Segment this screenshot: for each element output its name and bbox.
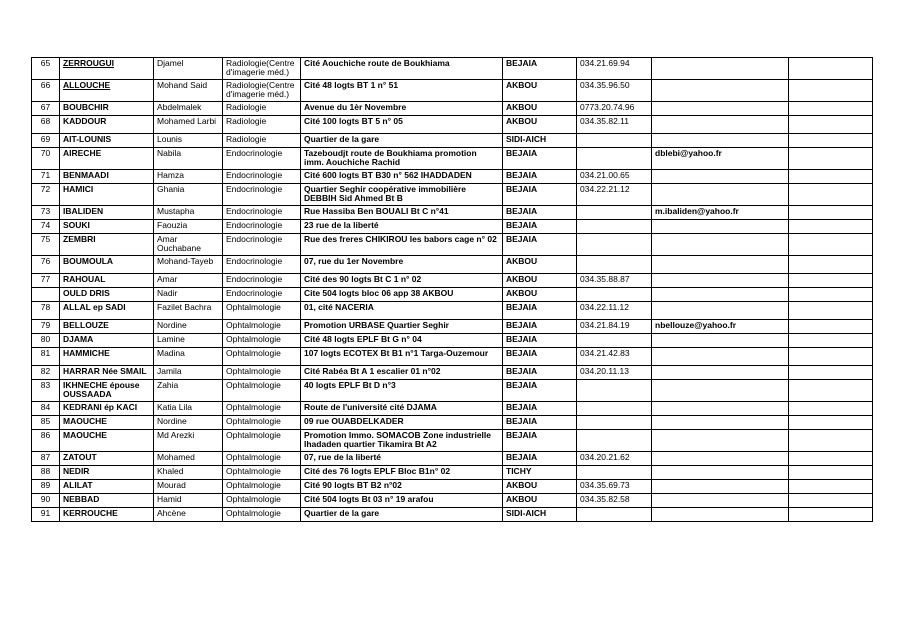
email-cell	[652, 348, 789, 366]
first-name-cell: Abdelmalek	[154, 102, 223, 116]
last-name-cell: BELLOUZE	[60, 320, 154, 334]
row-number-cell: 80	[32, 334, 60, 348]
notes-cell	[789, 220, 873, 234]
specialty-cell: Endocrinologie	[223, 220, 301, 234]
phone-cell: 034.35.82.58	[577, 494, 652, 508]
last-name-cell: BOUMOULA	[60, 256, 154, 274]
phone-cell: 034.21.42.83	[577, 348, 652, 366]
table-row	[32, 480, 873, 494]
phone-cell	[577, 134, 652, 148]
city-cell: BEJAIA	[503, 234, 577, 256]
specialty-cell: Endocrinologie	[223, 170, 301, 184]
notes-cell	[789, 288, 873, 302]
notes-cell	[789, 80, 873, 102]
first-name-cell: Zahia	[154, 380, 223, 402]
table-row	[32, 430, 873, 452]
row-number-cell: 65	[32, 58, 60, 80]
notes-cell	[789, 148, 873, 170]
table-row	[32, 184, 873, 206]
specialty-cell: Endocrinologie	[223, 206, 301, 220]
city-cell: BEJAIA	[503, 380, 577, 402]
city-cell: AKBOU	[503, 494, 577, 508]
address-cell: Promotion URBASE Quartier Seghir	[301, 320, 503, 334]
row-number-cell: 89	[32, 480, 60, 494]
last-name-cell: IKHNECHE épouse OUSSAADA	[60, 380, 154, 402]
city-cell: BEJAIA	[503, 206, 577, 220]
city-cell: BEJAIA	[503, 416, 577, 430]
phone-cell: 034.22.11.12	[577, 302, 652, 320]
city-cell: SIDI-AICH	[503, 134, 577, 148]
phone-cell	[577, 234, 652, 256]
notes-cell	[789, 134, 873, 148]
phone-cell: 034.22.21.12	[577, 184, 652, 206]
row-number-cell: 79	[32, 320, 60, 334]
specialty-cell: Ophtalmologie	[223, 302, 301, 320]
table-row	[32, 380, 873, 402]
first-name-cell: Nabila	[154, 148, 223, 170]
city-cell: BEJAIA	[503, 348, 577, 366]
last-name-cell: NEBBAD	[60, 494, 154, 508]
email-cell[interactable]: nbellouze@yahoo.fr	[652, 320, 789, 334]
last-name-cell: KADDOUR	[60, 116, 154, 134]
address-cell: 09 rue OUABDELKADER	[301, 416, 503, 430]
last-name-text: ZERROUGUI	[63, 58, 114, 68]
city-cell: BEJAIA	[503, 402, 577, 416]
row-number-cell: 86	[32, 430, 60, 452]
email-cell	[652, 302, 789, 320]
notes-cell	[789, 170, 873, 184]
email-cell	[652, 508, 789, 522]
notes-cell	[789, 320, 873, 334]
address-cell: Route de l'université cité DJAMA	[301, 402, 503, 416]
table-row	[32, 320, 873, 334]
address-cell: Cité des 90 logts Bt C 1 n° 02	[301, 274, 503, 288]
phone-cell	[577, 380, 652, 402]
last-name-cell: ALILAT	[60, 480, 154, 494]
row-number-cell: 69	[32, 134, 60, 148]
email-cell[interactable]: m.ibaliden@yahoo.fr	[652, 206, 789, 220]
email-cell	[652, 366, 789, 380]
city-cell: SIDI-AICH	[503, 508, 577, 522]
last-name-cell: OULD DRIS	[60, 288, 154, 302]
table-row	[32, 234, 873, 256]
city-cell: AKBOU	[503, 480, 577, 494]
phone-cell	[577, 220, 652, 234]
first-name-cell: Mohand Said	[154, 80, 223, 102]
first-name-cell: Amar	[154, 274, 223, 288]
first-name-cell: Jamila	[154, 366, 223, 380]
last-name-text: ALLOUCHE	[63, 80, 111, 90]
specialty-cell: Ophtalmologie	[223, 366, 301, 380]
address-cell: Rue Hassiba Ben BOUALI Bt C n°41	[301, 206, 503, 220]
phone-cell: 034.35.82.11	[577, 116, 652, 134]
row-number-cell: 88	[32, 466, 60, 480]
email-cell	[652, 134, 789, 148]
address-cell: Avenue du 1èr Novembre	[301, 102, 503, 116]
email-cell[interactable]: dblebi@yahoo.fr	[652, 148, 789, 170]
row-number-cell: 91	[32, 508, 60, 522]
table-row	[32, 494, 873, 508]
email-cell	[652, 220, 789, 234]
address-cell: Rue des freres CHIKIROU les babors cage n° 02	[301, 234, 503, 256]
notes-cell	[789, 416, 873, 430]
table-row	[32, 416, 873, 430]
first-name-cell: Lamine	[154, 334, 223, 348]
row-number-cell: 67	[32, 102, 60, 116]
first-name-cell: Hamid	[154, 494, 223, 508]
address-cell: 40 logts EPLF Bt D n°3	[301, 380, 503, 402]
last-name-cell: SOUKI	[60, 220, 154, 234]
last-name-cell: MAOUCHE	[60, 416, 154, 430]
last-name-cell: IBALIDEN	[60, 206, 154, 220]
phone-cell	[577, 416, 652, 430]
city-cell: BEJAIA	[503, 452, 577, 466]
last-name-cell: MAOUCHE	[60, 430, 154, 452]
address-cell: Cité 504 logts Bt 03 n° 19 arafou	[301, 494, 503, 508]
last-name-cell: HAMMICHE	[60, 348, 154, 366]
row-number-cell: 73	[32, 206, 60, 220]
city-cell: BEJAIA	[503, 366, 577, 380]
last-name-cell: RAHOUAL	[60, 274, 154, 288]
city-cell: BEJAIA	[503, 220, 577, 234]
specialty-cell: Radiologie	[223, 116, 301, 134]
specialty-cell: Radiologie	[223, 102, 301, 116]
last-name-cell: ZEMBRI	[60, 234, 154, 256]
address-cell: Cité 90 logts BT B2 n°02	[301, 480, 503, 494]
email-cell	[652, 466, 789, 480]
address-cell: 01, cité NACERIA	[301, 302, 503, 320]
row-number-cell: 82	[32, 366, 60, 380]
phone-cell: 034.21.69.94	[577, 58, 652, 80]
email-cell	[652, 170, 789, 184]
phone-cell: 0773.20.74.96	[577, 102, 652, 116]
specialty-cell: Endocrinologie	[223, 288, 301, 302]
last-name-cell	[60, 80, 154, 102]
city-cell: AKBOU	[503, 274, 577, 288]
city-cell: BEJAIA	[503, 170, 577, 184]
specialty-cell: Ophtalmologie	[223, 466, 301, 480]
first-name-cell: Lounis	[154, 134, 223, 148]
address-cell: Cité 100 logts BT 5 n° 05	[301, 116, 503, 134]
address-cell: 07, rue du 1er Novembre	[301, 256, 503, 274]
notes-cell	[789, 274, 873, 288]
first-name-cell: Hamza	[154, 170, 223, 184]
row-number-cell: 76	[32, 256, 60, 274]
notes-cell	[789, 102, 873, 116]
email-cell	[652, 58, 789, 80]
phone-cell: 034.21.00.65	[577, 170, 652, 184]
table-body	[32, 58, 873, 522]
first-name-cell: Faouzia	[154, 220, 223, 234]
city-cell: AKBOU	[503, 116, 577, 134]
city-cell: BEJAIA	[503, 148, 577, 170]
address-cell: Quartier de la gare	[301, 134, 503, 148]
city-cell: BEJAIA	[503, 58, 577, 80]
city-cell: BEJAIA	[503, 320, 577, 334]
first-name-cell: Nordine	[154, 320, 223, 334]
notes-cell	[789, 302, 873, 320]
first-name-cell: Mourad	[154, 480, 223, 494]
row-number-cell: 84	[32, 402, 60, 416]
city-cell: BEJAIA	[503, 334, 577, 348]
last-name-cell: AIT-LOUNIS	[60, 134, 154, 148]
notes-cell	[789, 206, 873, 220]
last-name-cell: DJAMA	[60, 334, 154, 348]
table-row	[32, 366, 873, 380]
last-name-cell: HARRAR Née SMAIL	[60, 366, 154, 380]
specialty-cell: Ophtalmologie	[223, 320, 301, 334]
table-row	[32, 402, 873, 416]
notes-cell	[789, 234, 873, 256]
address-cell: 23 rue de la liberté	[301, 220, 503, 234]
address-cell: Cité 600 logts BT B30 n° 562 IHADDADEN	[301, 170, 503, 184]
last-name-cell: BOUBCHIR	[60, 102, 154, 116]
address-cell: 07, rue de la liberté	[301, 452, 503, 466]
table-row	[32, 466, 873, 480]
row-number-cell: 72	[32, 184, 60, 206]
last-name-cell: AIRECHE	[60, 148, 154, 170]
address-cell: Cité Rabéa Bt A 1 escalier 01 n°02	[301, 366, 503, 380]
first-name-cell: Madina	[154, 348, 223, 366]
email-cell	[652, 274, 789, 288]
phone-cell	[577, 334, 652, 348]
table-row	[32, 220, 873, 234]
first-name-cell: Katia Lila	[154, 402, 223, 416]
email-cell	[652, 334, 789, 348]
specialty-cell: Ophtalmologie	[223, 430, 301, 452]
specialty-cell: Ophtalmologie	[223, 402, 301, 416]
table-row	[32, 452, 873, 466]
row-number-cell: 90	[32, 494, 60, 508]
address-cell: Promotion Immo. SOMACOB Zone industrielle Ihadaden quartier Tikamira Bt A2	[301, 430, 503, 452]
email-cell	[652, 480, 789, 494]
last-name-cell: ZATOUT	[60, 452, 154, 466]
city-cell: AKBOU	[503, 288, 577, 302]
specialty-cell: Ophtalmologie	[223, 334, 301, 348]
email-cell	[652, 184, 789, 206]
first-name-cell: Nadir	[154, 288, 223, 302]
notes-cell	[789, 452, 873, 466]
email-cell	[652, 102, 789, 116]
email-cell	[652, 402, 789, 416]
physician-directory-table	[31, 57, 873, 522]
row-number-cell: 81	[32, 348, 60, 366]
phone-cell: 034.21.84.19	[577, 320, 652, 334]
address-cell: Cite 504 logts bloc 06 app 38 AKBOU	[301, 288, 503, 302]
notes-cell	[789, 494, 873, 508]
specialty-cell: Endocrinologie	[223, 148, 301, 170]
first-name-cell: Mohamed	[154, 452, 223, 466]
phone-cell	[577, 256, 652, 274]
city-cell: BEJAIA	[503, 302, 577, 320]
table-row	[32, 288, 873, 302]
specialty-cell: Radiologie(Centre d'imagerie méd.)	[223, 58, 301, 80]
specialty-cell: Ophtalmologie	[223, 452, 301, 466]
phone-cell	[577, 288, 652, 302]
first-name-cell: Fazilet Bachra	[154, 302, 223, 320]
address-cell: Quartier de la gare	[301, 508, 503, 522]
phone-cell	[577, 430, 652, 452]
specialty-cell: Ophtalmologie	[223, 508, 301, 522]
specialty-cell: Ophtalmologie	[223, 480, 301, 494]
last-name-cell: HAMICI	[60, 184, 154, 206]
first-name-cell: Mustapha	[154, 206, 223, 220]
row-number-cell: 71	[32, 170, 60, 184]
notes-cell	[789, 184, 873, 206]
notes-cell	[789, 480, 873, 494]
address-cell: Cité 48 logts EPLF Bt G n° 04	[301, 334, 503, 348]
email-cell	[652, 288, 789, 302]
email-cell	[652, 256, 789, 274]
table-row	[32, 508, 873, 522]
table-row	[32, 58, 873, 80]
address-cell: Quartier Seghir coopérative immobilière DEBBIH Sid Ahmed Bt B	[301, 184, 503, 206]
phone-cell	[577, 466, 652, 480]
specialty-cell: Endocrinologie	[223, 256, 301, 274]
notes-cell	[789, 508, 873, 522]
notes-cell	[789, 256, 873, 274]
phone-cell: 034.20.11.13	[577, 366, 652, 380]
notes-cell	[789, 58, 873, 80]
last-name-cell: ALLAL ep SADI	[60, 302, 154, 320]
row-number-cell: 66	[32, 80, 60, 102]
table-row	[32, 148, 873, 170]
phone-cell	[577, 148, 652, 170]
specialty-cell: Radiologie	[223, 134, 301, 148]
notes-cell	[789, 366, 873, 380]
last-name-cell	[60, 58, 154, 80]
first-name-cell: Md Arezki	[154, 430, 223, 452]
first-name-cell: Nordine	[154, 416, 223, 430]
specialty-cell: Endocrinologie	[223, 184, 301, 206]
first-name-cell: Ghania	[154, 184, 223, 206]
phone-cell	[577, 508, 652, 522]
phone-cell: 034.35.88.87	[577, 274, 652, 288]
row-number-cell: 68	[32, 116, 60, 134]
first-name-cell: Khaled	[154, 466, 223, 480]
table-row	[32, 80, 873, 102]
city-cell: AKBOU	[503, 256, 577, 274]
specialty-cell: Radiologie(Centre d'imagerie méd.)	[223, 80, 301, 102]
table-row	[32, 116, 873, 134]
city-cell: BEJAIA	[503, 184, 577, 206]
table-row	[32, 348, 873, 366]
phone-cell	[577, 206, 652, 220]
email-cell	[652, 234, 789, 256]
notes-cell	[789, 466, 873, 480]
specialty-cell: Ophtalmologie	[223, 348, 301, 366]
city-cell: AKBOU	[503, 102, 577, 116]
email-cell	[652, 430, 789, 452]
city-cell: TICHY	[503, 466, 577, 480]
notes-cell	[789, 402, 873, 416]
table-row	[32, 206, 873, 220]
row-number-cell	[32, 288, 60, 302]
address-cell: Tazeboudjt route de Boukhiama promotion imm. Aouchiche Rachid	[301, 148, 503, 170]
table-row	[32, 334, 873, 348]
last-name-cell: KEDRANI ép KACI	[60, 402, 154, 416]
phone-cell: 034.35.96.50	[577, 80, 652, 102]
row-number-cell: 78	[32, 302, 60, 320]
last-name-cell: NEDIR	[60, 466, 154, 480]
email-cell	[652, 116, 789, 134]
table-row	[32, 256, 873, 274]
specialty-cell: Ophtalmologie	[223, 416, 301, 430]
email-cell	[652, 416, 789, 430]
phone-cell: 034.20.21.62	[577, 452, 652, 466]
row-number-cell: 77	[32, 274, 60, 288]
row-number-cell: 87	[32, 452, 60, 466]
row-number-cell: 83	[32, 380, 60, 402]
address-cell: 107 logts ECOTEX Bt B1 n°1 Targa-Ouzemour	[301, 348, 503, 366]
table-row	[32, 134, 873, 148]
table-row	[32, 274, 873, 288]
address-cell: Cité Aouchiche route de Boukhiama	[301, 58, 503, 80]
notes-cell	[789, 380, 873, 402]
phone-cell	[577, 402, 652, 416]
first-name-cell: Mohamed Larbi	[154, 116, 223, 134]
notes-cell	[789, 334, 873, 348]
last-name-cell: KERROUCHE	[60, 508, 154, 522]
address-cell: Cité des 76 logts EPLF Bloc B1n° 02	[301, 466, 503, 480]
email-cell	[652, 452, 789, 466]
first-name-cell: Amar Ouchabane	[154, 234, 223, 256]
specialty-cell: Ophtalmologie	[223, 380, 301, 402]
address-cell: Cité 48 logts BT 1 n° 51	[301, 80, 503, 102]
notes-cell	[789, 348, 873, 366]
city-cell: BEJAIA	[503, 430, 577, 452]
row-number-cell: 85	[32, 416, 60, 430]
table-row	[32, 170, 873, 184]
email-cell	[652, 380, 789, 402]
row-number-cell: 70	[32, 148, 60, 170]
email-cell	[652, 494, 789, 508]
specialty-cell: Endocrinologie	[223, 274, 301, 288]
last-name-cell: BENMAADI	[60, 170, 154, 184]
notes-cell	[789, 116, 873, 134]
notes-cell	[789, 430, 873, 452]
phone-cell: 034.35.69.73	[577, 480, 652, 494]
first-name-cell: Mohand-Tayeb	[154, 256, 223, 274]
row-number-cell: 74	[32, 220, 60, 234]
first-name-cell: Djamel	[154, 58, 223, 80]
email-cell	[652, 80, 789, 102]
specialty-cell: Endocrinologie	[223, 234, 301, 256]
specialty-cell: Ophtalmologie	[223, 494, 301, 508]
city-cell: AKBOU	[503, 80, 577, 102]
first-name-cell: Ahcène	[154, 508, 223, 522]
table-row	[32, 102, 873, 116]
row-number-cell: 75	[32, 234, 60, 256]
table-row	[32, 302, 873, 320]
